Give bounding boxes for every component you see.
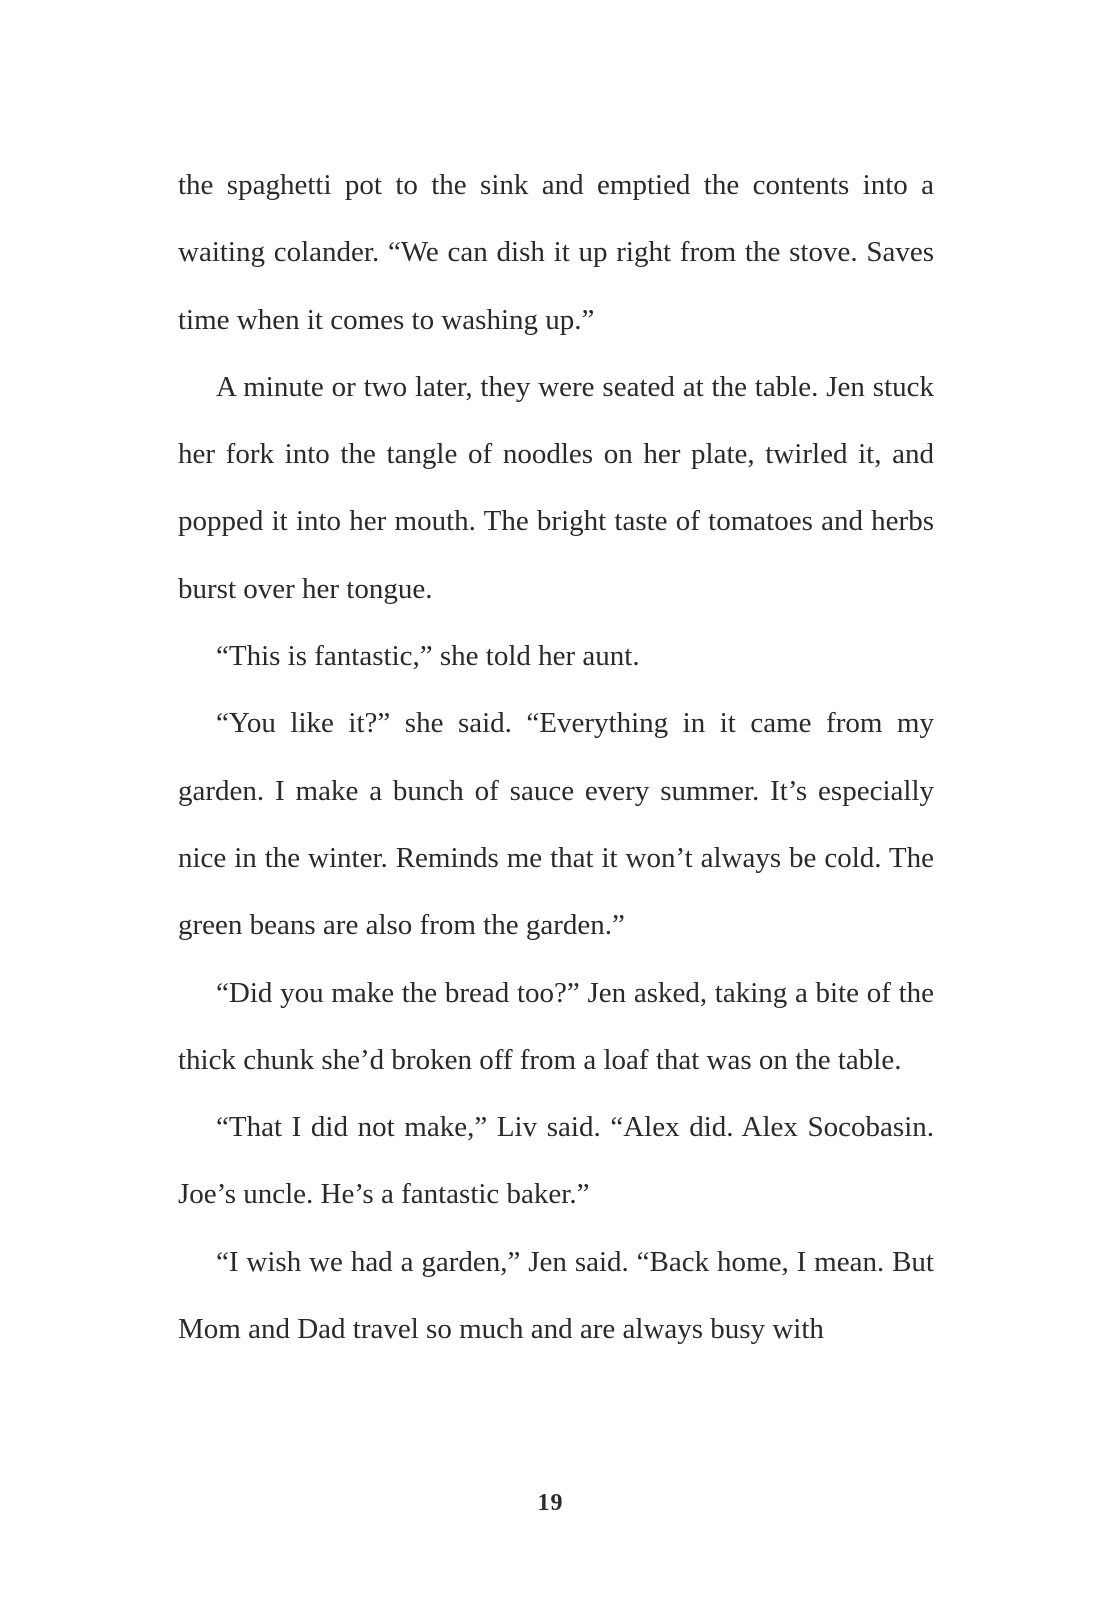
paragraph: “I wish we had a garden,” Jen said. “Back home, I mean. But Mom and Dad travel so much and are always busy with [178,1245,934,1346]
paragraph: “This is fantastic,” she told her aunt. [216,640,640,673]
page-number: 19 [537,1490,564,1516]
paragraph: A minute or two later, they were seated at the table. Jen stuck her fork into the tangle of noodles on her plate, twirled it, and popped it into her mouth. The bright taste of tomatoes and herbs burst over her tongue. [178,370,934,605]
body-text [178,152,934,1363]
paragraph: “That I did not make,” Liv said. “Alex did. Alex Socobasin. Joe’s uncle. He’s a fantastic baker.” [178,1111,934,1211]
paragraph: “You like it?” she said. “Everything in it came from my garden. I make a bunch of sauce every summer. It’s especially nice in the winter. Reminds me that it won’t always be cold. The green beans are also from the garden.” [178,707,934,942]
paragraph-continuation: the spaghetti pot to the sink and emptied the contents into a waiting colander. “We can dish it up right from the stove. Saves time when it comes to washing up.” [178,169,934,336]
paragraph: “Did you make the bread too?” Jen asked, taking a bite of the thick chunk she’d broken off from a loaf that was on the table. [178,976,934,1076]
